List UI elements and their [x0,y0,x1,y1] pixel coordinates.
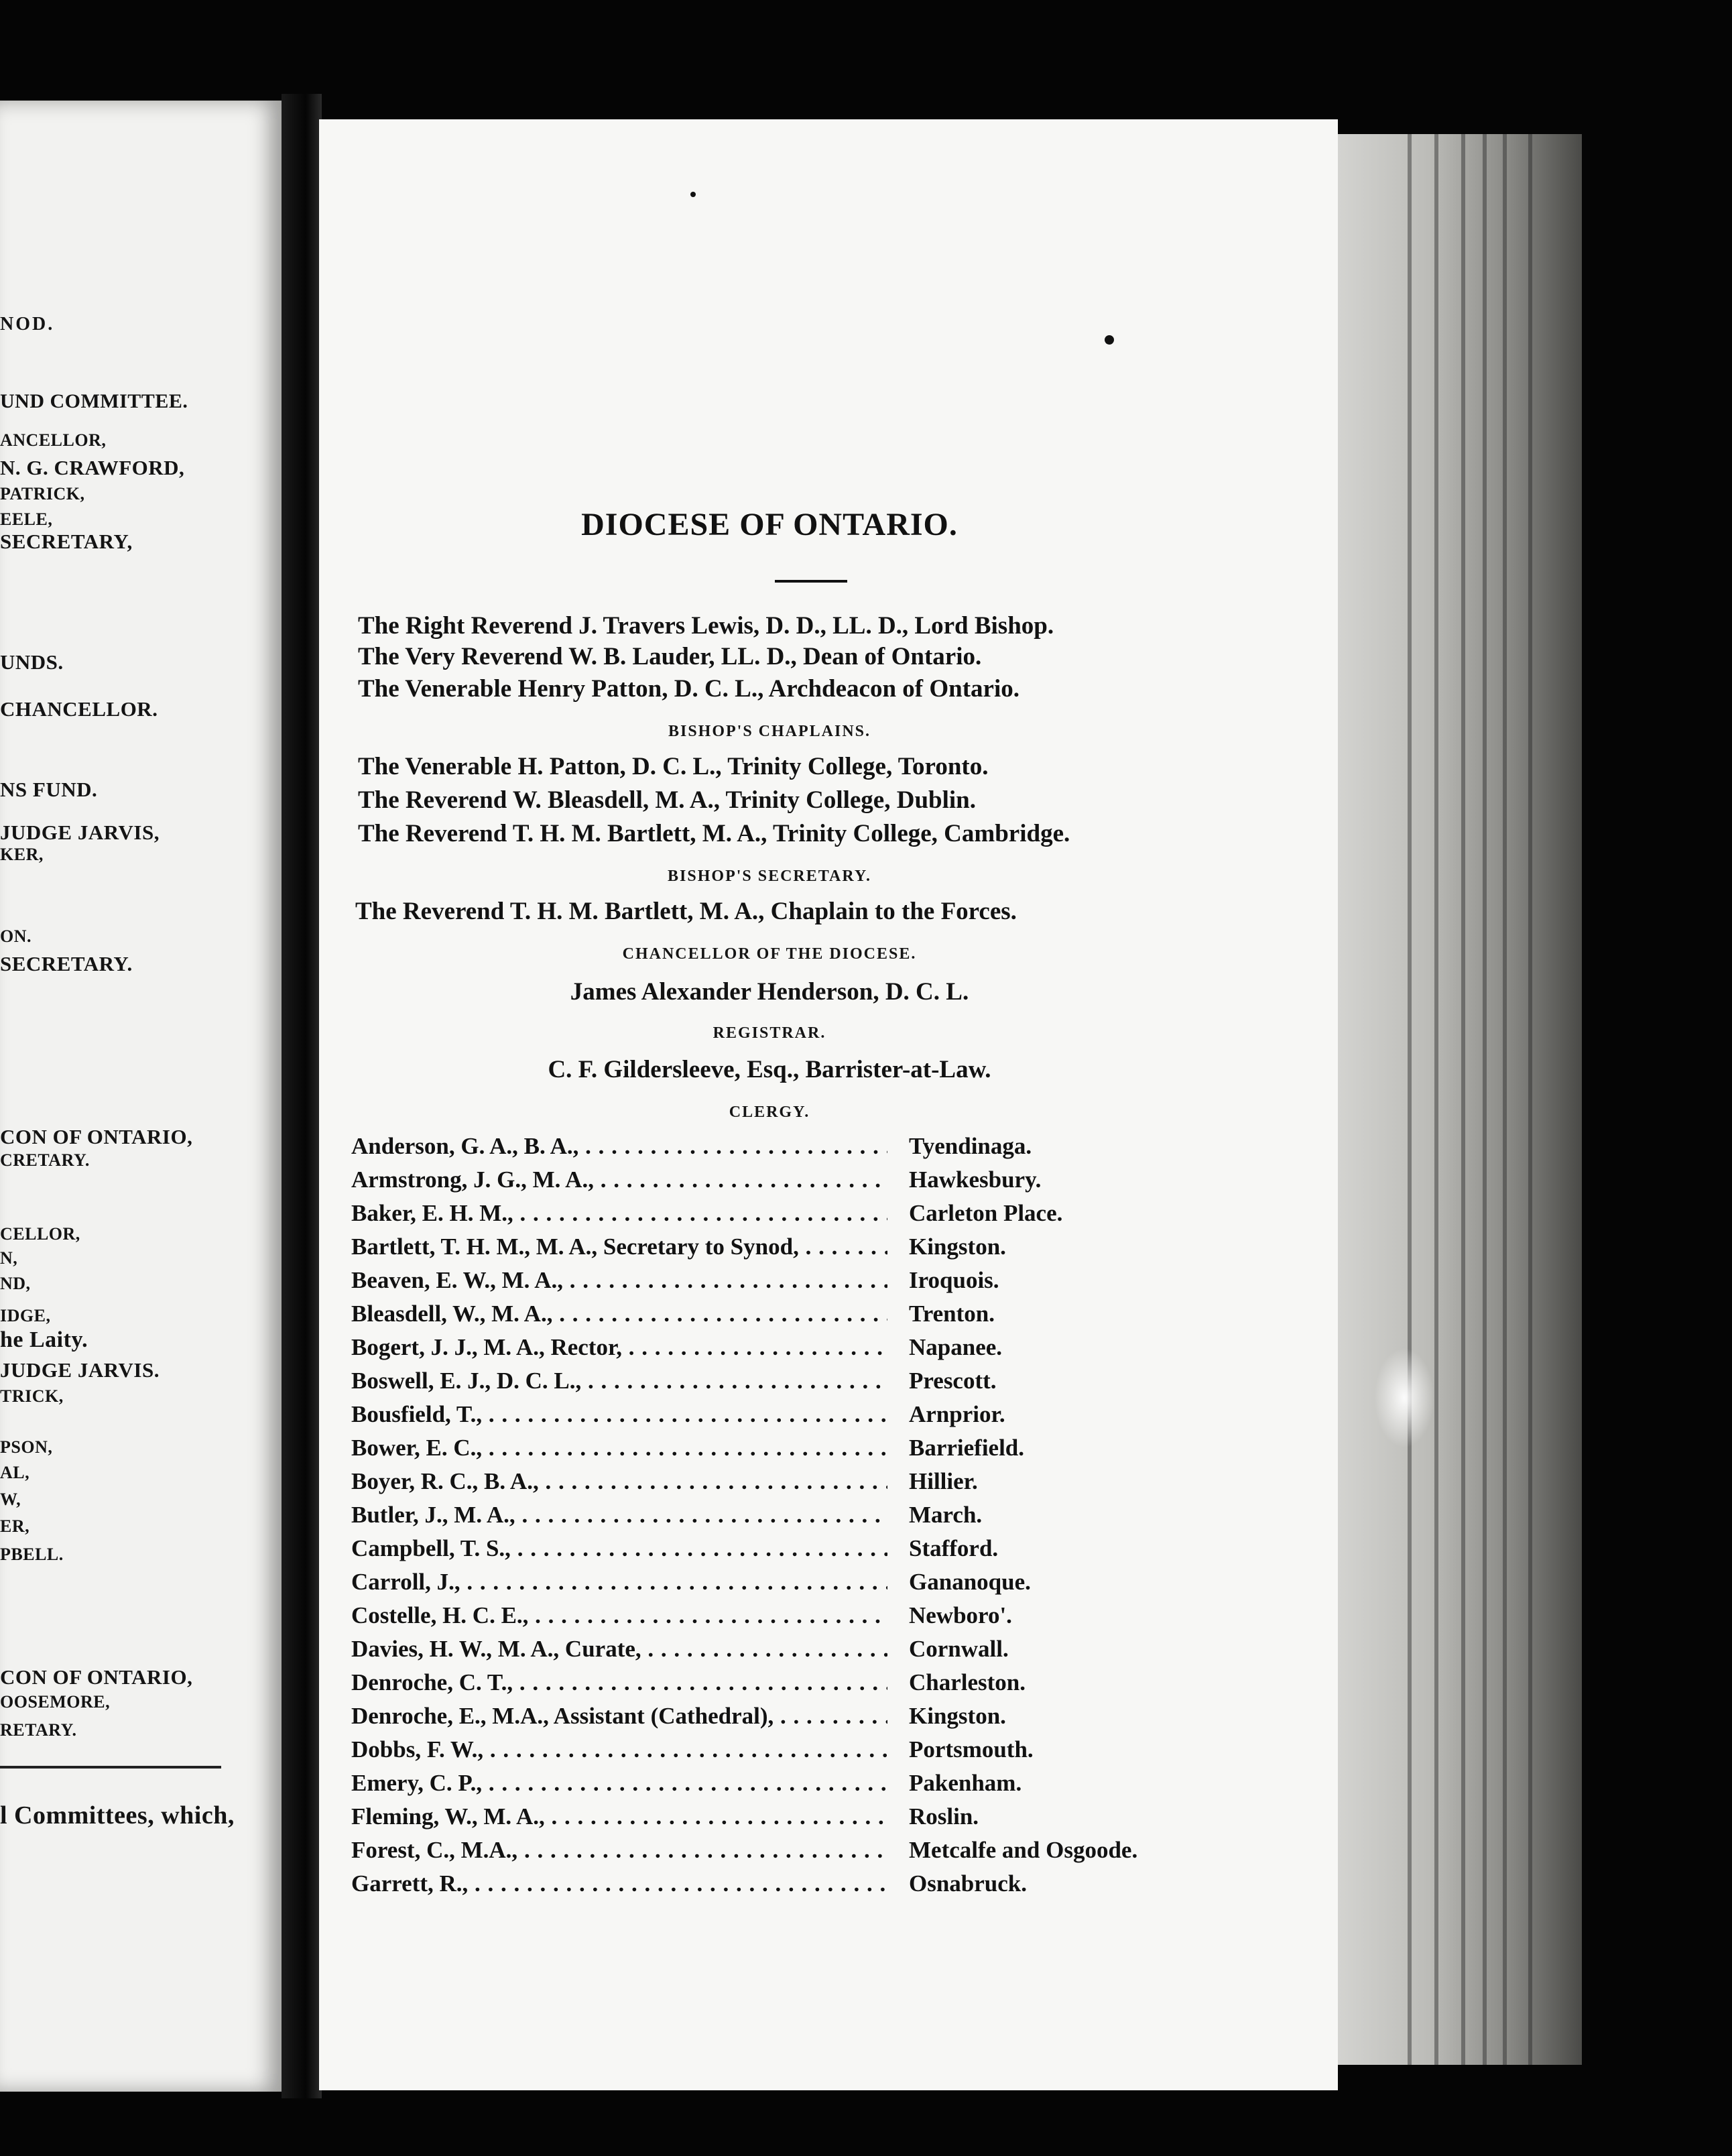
page-edges [1327,134,1582,2065]
chaplain-line: The Reverend T. H. M. Bartlett, M. A., Trinity College, Cambridge. [358,820,1070,847]
clergy-row [351,1468,1156,1502]
clergy-place: Hillier. [904,1468,978,1495]
left-line: RETARY. [0,1720,77,1740]
clergy-row [351,1166,1156,1200]
left-line: W, [0,1490,21,1509]
left-line: UNDS. [0,650,64,674]
clergy-place: Arnprior. [904,1401,1005,1428]
clergy-name: Beaven, E. W., M. A., . . . [351,1267,887,1301]
clergy-name: Dobbs, F. W., . . . [351,1736,887,1770]
clergy-row [351,1803,1156,1837]
left-line: CELLOR, [0,1224,80,1244]
clergy-row [351,1636,1156,1669]
clergy-row [351,1334,1156,1368]
clergy-row [351,1435,1156,1468]
clergy-place: Stafford. [904,1535,998,1562]
clergy-place: Portsmouth. [904,1736,1034,1763]
left-divider-rule [0,1766,221,1769]
secretary-line: The Reverend T. H. M. Bartlett, M. A., Chaplain to the Forces. [355,898,1017,925]
registrar-heading: REGISTRAR. [713,1024,826,1042]
left-line: EELE, [0,510,53,529]
clergy-place: Iroquois. [904,1267,999,1294]
clergy-name: Campbell, T. S., . . . [351,1535,887,1569]
book-gutter [282,94,322,2098]
clergy-row [351,1669,1156,1703]
clergy-name: Carroll, J., . . . [351,1569,887,1602]
clergy-name: Denroche, E., M.A., Assistant (Cathedral), . . . [351,1703,887,1736]
left-line: UND COMMITTEE. [0,390,188,412]
chaplain-line: The Reverend W. Bleasdell, M. A., Trinity College, Dublin. [358,786,976,814]
left-line: SECRETARY. [0,952,133,975]
clergy-place: Cornwall. [904,1636,1009,1663]
clergy-place: Osnabruck. [904,1870,1027,1897]
left-line: KER, [0,845,44,864]
clergy-place: Napanee. [904,1334,1002,1361]
left-line: ON. [0,926,32,946]
clergy-name: Butler, J., M. A., . . . [351,1502,887,1535]
clergy-place: Tyendinaga. [904,1133,1032,1160]
left-line: PATRICK, [0,484,85,503]
clergy-name: Boyer, R. C., B. A., . . . [351,1468,887,1502]
clergy-name: Boswell, E. J., D. C. L., . . . [351,1368,887,1401]
left-line: NS FUND. [0,778,98,801]
officer-line: The Very Reverend W. B. Lauder, LL. D., Dean of Ontario. [358,643,982,670]
clergy-row [351,1535,1156,1569]
clergy-name: Bower, E. C., . . . [351,1435,887,1468]
left-line: CHANCELLOR. [0,697,158,721]
clergy-row [351,1870,1156,1904]
ink-speck [1105,335,1114,345]
left-line: ER, [0,1516,30,1536]
clergy-name: Baker, E. H. M., . . . [351,1200,887,1234]
left-line: NOD. [0,314,55,335]
clergy-name: Davies, H. W., M. A., Curate, . . . [351,1636,887,1669]
clergy-row [351,1602,1156,1636]
left-line: JUDGE JARVIS. [0,1358,160,1382]
registrar-name: C. F. Gildersleeve, Esq., Barrister-at-Law. [548,1056,991,1083]
left-line: CON OF ONTARIO, [0,1125,193,1148]
clergy-place: Kingston. [904,1703,1006,1730]
clergy-name: Forest, C., M.A., . . . [351,1837,887,1870]
officer-line: The Venerable Henry Patton, D. C. L., Archdeacon of Ontario. [358,675,1019,703]
clergy-name: Costelle, H. C. E., . . . [351,1602,887,1636]
clergy-place: Kingston. [904,1234,1006,1260]
clergy-row [351,1770,1156,1803]
clergy-row [351,1703,1156,1736]
chancellor-heading: CHANCELLOR OF THE DIOCESE. [622,945,917,963]
clergy-row [351,1569,1156,1602]
left-line: ND, [0,1274,31,1293]
clergy-name: Emery, C. P., . . . [351,1770,887,1803]
left-line: he Laity. [0,1327,88,1352]
clergy-name: Bleasdell, W., M. A., . . . [351,1301,887,1334]
clergy-name: Fleming, W., M. A., . . . [351,1803,887,1837]
left-line: AL, [0,1463,30,1482]
clergy-row [351,1267,1156,1301]
clergy-row [351,1133,1156,1166]
ink-speck [690,192,696,197]
title-rule [775,580,847,583]
left-line: JUDGE JARVIS, [0,821,160,844]
chancellor-name: James Alexander Henderson, D. C. L. [570,978,969,1006]
clergy-place: Pakenham. [904,1770,1022,1797]
clergy-row [351,1200,1156,1234]
left-line: N. G. CRAWFORD, [0,456,185,479]
clergy-row [351,1234,1156,1267]
facing-page-left [0,101,282,2092]
clergy-place: Trenton. [904,1301,995,1327]
clergy-place: Gananoque. [904,1569,1031,1596]
chaplain-line: The Venerable H. Patton, D. C. L., Trinity College, Toronto. [358,753,989,780]
clergy-heading: CLERGY. [729,1103,810,1121]
left-line: CRETARY. [0,1150,90,1170]
left-line: l Committees, which, [0,1801,235,1830]
clergy-name: Denroche, C. T., . . . [351,1669,887,1703]
clergy-place: Charleston. [904,1669,1026,1696]
clergy-place: Metcalfe and Osgoode. [904,1837,1137,1864]
left-line: TRICK, [0,1386,64,1406]
left-line: N, [0,1248,18,1268]
clergy-name: Bogert, J. J., M. A., Rector, . . . [351,1334,887,1368]
officer-line: The Right Reverend J. Travers Lewis, D. D., LL. D., Lord Bishop. [358,612,1054,640]
clergy-row [351,1301,1156,1334]
left-line: ANCELLOR, [0,430,107,450]
secretary-heading: BISHOP'S SECRETARY. [668,867,871,885]
left-line: PSON, [0,1437,53,1457]
clergy-place: Roslin. [904,1803,979,1830]
clergy-place: Newboro'. [904,1602,1012,1629]
left-line: SECRETARY, [0,530,133,553]
clergy-place: Prescott. [904,1368,997,1394]
clergy-row [351,1736,1156,1770]
clergy-name: Bartlett, T. H. M., M. A., Secretary to Synod, . . . [351,1234,887,1267]
clergy-place: March. [904,1502,982,1529]
clergy-row [351,1837,1156,1870]
left-line: OOSEMORE, [0,1692,111,1712]
clergy-row [351,1502,1156,1535]
chaplains-heading: BISHOP'S CHAPLAINS. [668,723,871,740]
clergy-place: Carleton Place. [904,1200,1062,1227]
clergy-place: Barriefield. [904,1435,1024,1461]
clergy-name: Garrett, R., . . . [351,1870,887,1904]
clergy-row [351,1401,1156,1435]
light-glare [1374,1348,1434,1448]
clergy-name: Bousfield, T., . . . [351,1401,887,1435]
clergy-place: Hawkesbury. [904,1166,1041,1193]
left-line: IDGE, [0,1306,51,1325]
diocese-title: DIOCESE OF ONTARIO. [581,507,958,542]
left-line: PBELL. [0,1545,64,1564]
clergy-name: Armstrong, J. G., M. A., . . . [351,1166,887,1200]
clergy-row [351,1368,1156,1401]
clergy-name: Anderson, G. A., B. A., . . . [351,1133,887,1166]
left-line: CON OF ONTARIO, [0,1665,193,1689]
